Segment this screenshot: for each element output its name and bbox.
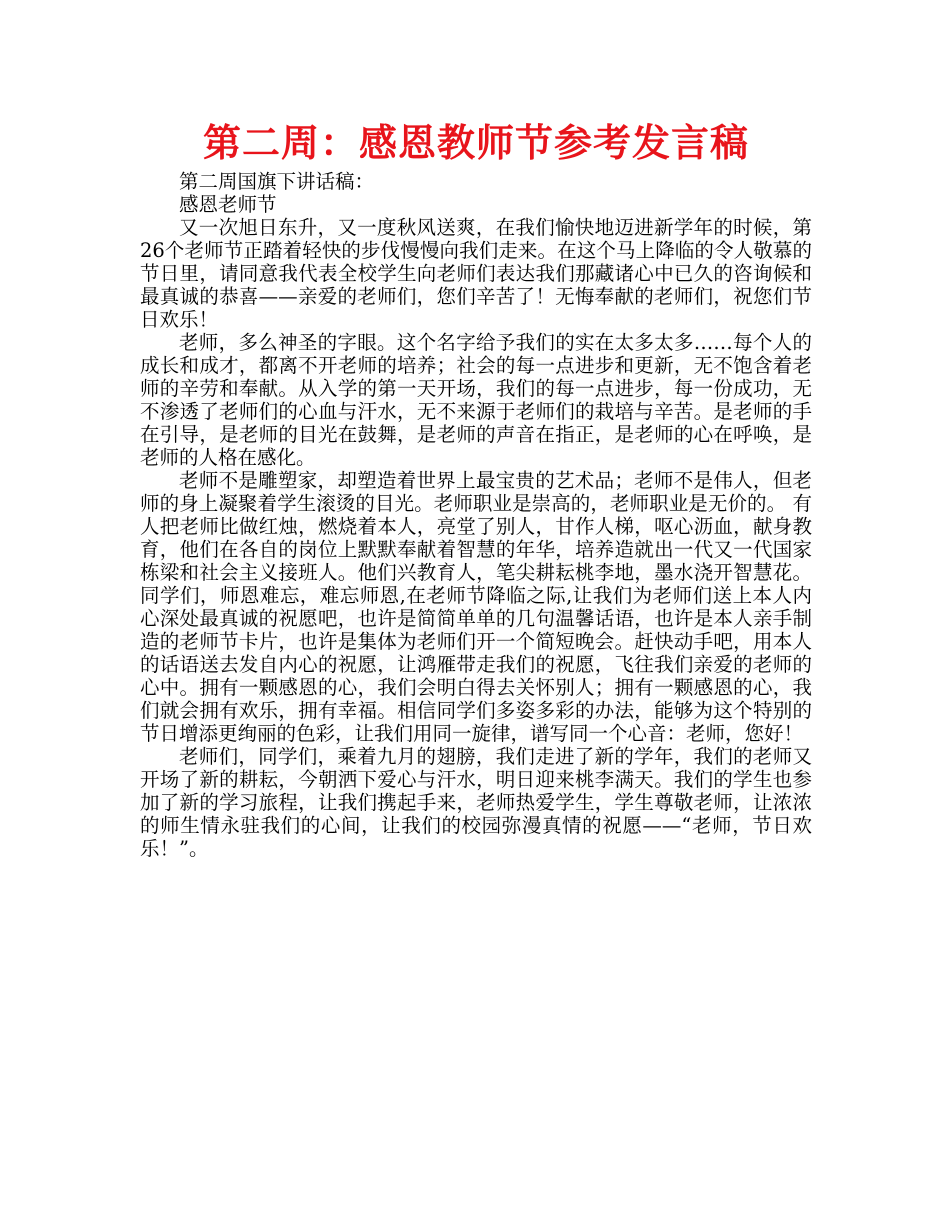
document-title: 第二周：感恩教师节参考发言稿: [202, 121, 749, 165]
paragraph-body-2: 老师，多么神圣的字眼。这个名字给予我们的实在太多太多……每个人的成长和成才，都离不开老师的培养；社会的每一点进步和更新，无不饱含着老师的辛劳和奉献。从入学的第一天开场，我们的每一点进步，每一份成功，无不渗透了老师们的心血与汗水，无不来源于老师们的栽培与辛苦。是老师的手在引导，是老师的目光在鼓舞，是老师的声音在指正，是老师的心在呼唤，是老师的人格在感化。: [140, 331, 812, 469]
paragraph-body-4: 老师们，同学们，乘着九月的翅膀，我们走进了新的学年，我们的老师又开场了新的耕耘，今朝洒下爱心与汗水，明日迎来桃李满天。我们的学生也参加了新的学习旅程，让我们携起手来，老师热爱学生，学生尊敬老师，让浓浓的师生情永驻我们的心间，让我们的校园弥漫真情的祝愿——“老师，节日欢乐！”。: [140, 745, 812, 860]
paragraph-body-3: 老师不是雕塑家，却塑造着世界上最宝贵的艺术品；老师不是伟人，但老师的身上凝聚着学生滚烫的目光。老师职业是崇高的，老师职业是无价的。 有人把老师比做红烛，燃烧着本人，亮堂了别人，甘作人梯，呕心沥血，献身教育，他们在各自的岗位上默默奉献着智慧的年华，培养造就出一代又一代国家栋梁和社会主义接班人。他们兴教育人，笔尖耕耘桃李地，墨水浇开智慧花。同学们，师恩难忘，难忘师恩,在老师节降临之际,让我们为老师们送上本人内心深处最真诚的祝愿吧，也许是简简单单的几句温馨话语，也许是本人亲手制造的老师节卡片，也许是集体为老师们开一个简短晚会。赶快动手吧，用本人的话语送去发自内心的祝愿，让鸿雁带走我们的祝愿，飞往我们亲爱的老师的心中。拥有一颗感恩的心，我们会明白得去关怀别人；拥有一颗感恩的心，我们就会拥有欢乐，拥有幸福。相信同学们多姿多彩的办法，能够为这个特别的节日增添更绚丽的色彩，让我们用同一旋律，谱写同一个心音：老师，您好！: [140, 469, 812, 745]
paragraph-body-1: 又一次旭日东升，又一度秋风送爽，在我们愉快地迈进新学年的时候，第26个老师节正踏着轻快的步伐慢慢向我们走来。在这个马上降临的令人敬慕的节日里，请同意我代表全校学生向老师们表达我们那藏诸心中已久的咨询候和最真诚的恭喜——亲爱的老师们，您们辛苦了！无悔奉献的老师们，祝您们节日欢乐！: [140, 216, 812, 331]
paragraph-subtitle: 第二周国旗下讲话稿：: [179, 170, 375, 193]
paragraph-heading: 感恩老师节: [179, 193, 277, 216]
document-page: [140, 118, 812, 860]
